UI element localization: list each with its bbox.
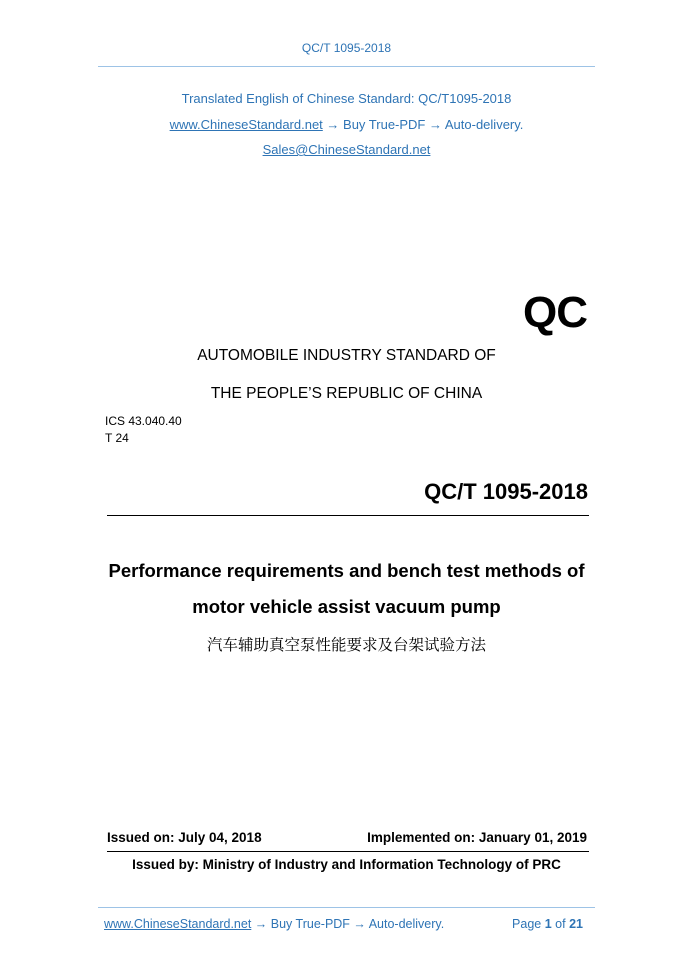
authority-line-1: AUTOMOBILE INDUSTRY STANDARD OF	[197, 347, 496, 364]
promo-line: Translated English of Chinese Standard: QC/T1095-2018	[181, 91, 512, 106]
footer-divider	[98, 907, 595, 908]
page-current: 1	[544, 917, 552, 931]
page-of: of	[555, 917, 566, 931]
qc-logo: QC	[523, 288, 587, 337]
promo-links	[0, 117, 693, 132]
page-counter	[512, 917, 583, 931]
page-total: 21	[569, 917, 583, 931]
authority-line-2: THE PEOPLE’S REPUBLIC OF CHINA	[210, 385, 483, 402]
footer-links	[104, 917, 444, 931]
promo-email-row	[0, 142, 693, 157]
footer-buy-text: → Buy True-PDF → Auto-delivery.	[251, 917, 445, 931]
page-label: Page	[512, 917, 542, 931]
implemented-on-date: Implemented on: January 01, 2019	[367, 830, 587, 845]
site-link[interactable]: www.ChineseStandard.net	[169, 117, 323, 132]
title-divider	[107, 515, 589, 516]
title-en-line-1: Performance requirements and bench test methods of	[108, 560, 585, 581]
issued-on-date: Issued on: July 04, 2018	[107, 830, 262, 845]
promo-buy-text: → Buy True-PDF → Auto-delivery.	[322, 117, 524, 132]
running-header: QC/T 1095-2018	[301, 41, 392, 55]
ics-code: ICS 43.040.40	[105, 414, 182, 428]
issue-divider	[107, 851, 589, 852]
email-link[interactable]: Sales@ChineseStandard.net	[262, 142, 431, 157]
header-divider	[98, 66, 595, 67]
issuing-authority: Issued by: Ministry of Industry and Information Technology of PRC	[132, 857, 561, 872]
title-cn: 汽车辅助真空泵性能要求及台架试验方法	[206, 636, 486, 654]
standard-number: QC/T 1095-2018	[424, 479, 588, 504]
title-en-line-2: motor vehicle assist vacuum pump	[192, 596, 501, 617]
footer-site-link[interactable]: www.ChineseStandard.net	[104, 917, 252, 931]
classification-code: T 24	[105, 431, 129, 445]
